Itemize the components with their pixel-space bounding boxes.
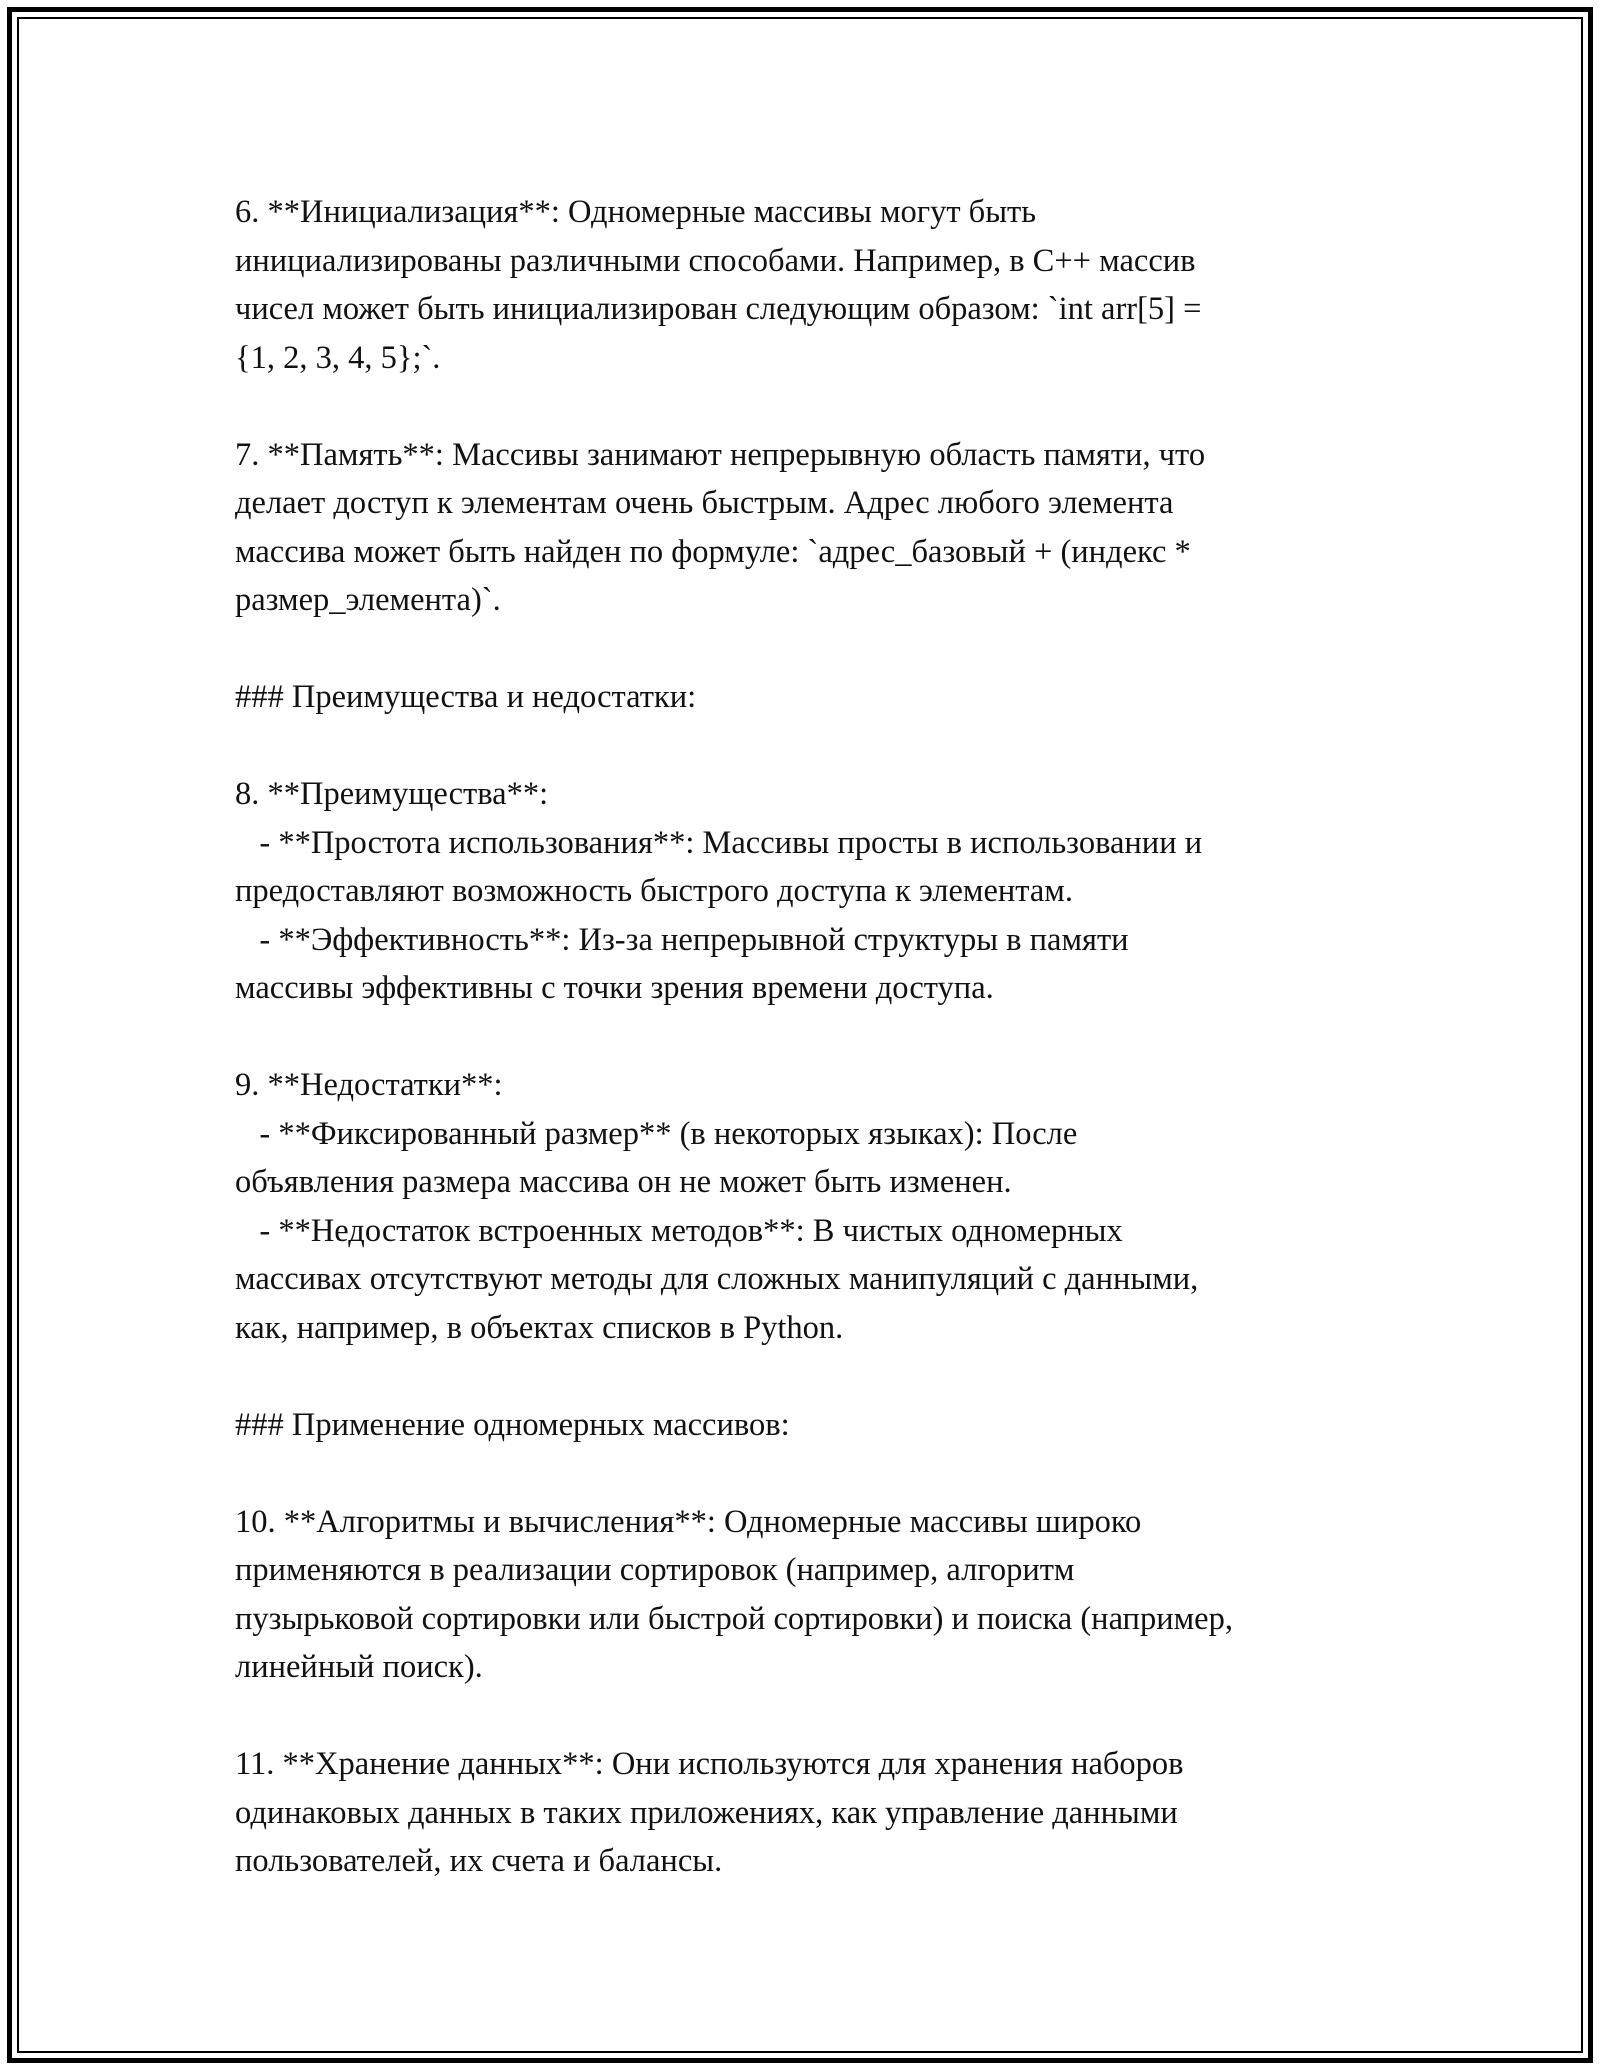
paragraph-disadvantages: 9. **Недостатки**: - **Фиксированный размер** (в некоторых языках): После объявления размера массива он не может быть изменен. - **Недостаток встроенных методов**: В чистых одномерных массивах отсутствуют методы для сложных манипуляций с данными, как, например, в объектах списков в Python. <box>235 1067 1199 1346</box>
document-body <box>235 188 1395 1886</box>
heading-advantages-disadvantages: ### Преимущества и недостатки: <box>235 679 697 715</box>
paragraph-advantages: 8. **Преимущества**: - **Простота использования**: Массивы просты в использовании и предоставляют возможность быстрого доступа к элементам. - **Эффективность**: Из-за непрерывной структуры в памяти массивы эффективны с точки зрения времени доступа. <box>235 776 1203 1006</box>
paragraph-initialization: 6. **Инициализация**: Одномерные массивы могут быть инициализированы различными способами. Например, в C++ массив чисел может быть инициализирован следующим образом: `int arr[5] = {1, 2, 3, 4, 5};`. <box>235 194 1202 376</box>
paragraph-memory: 7. **Память**: Массивы занимают непрерывную область памяти, что делает доступ к элементам очень быстрым. Адрес любого элемента массива может быть найден по формуле: `адрес_базовый + (индекс * размер_элемента)`. <box>235 436 1206 618</box>
paragraph-data-storage: 11. **Хранение данных**: Они используются для хранения наборов одинаковых данных в таких приложениях, как управление данными пользователей, их счета и балансы. <box>235 1746 1184 1879</box>
heading-applications: ### Применение одномерных массивов: <box>235 1406 790 1443</box>
paragraph-algorithms: 10. **Алгоритмы и вычисления**: Одномерные массивы широко применяются в реализации сортировок (например, алгоритм пузырьковой сортировки или быстрой сортировки) и поиска (например, линейный поиск). <box>235 1503 1233 1685</box>
